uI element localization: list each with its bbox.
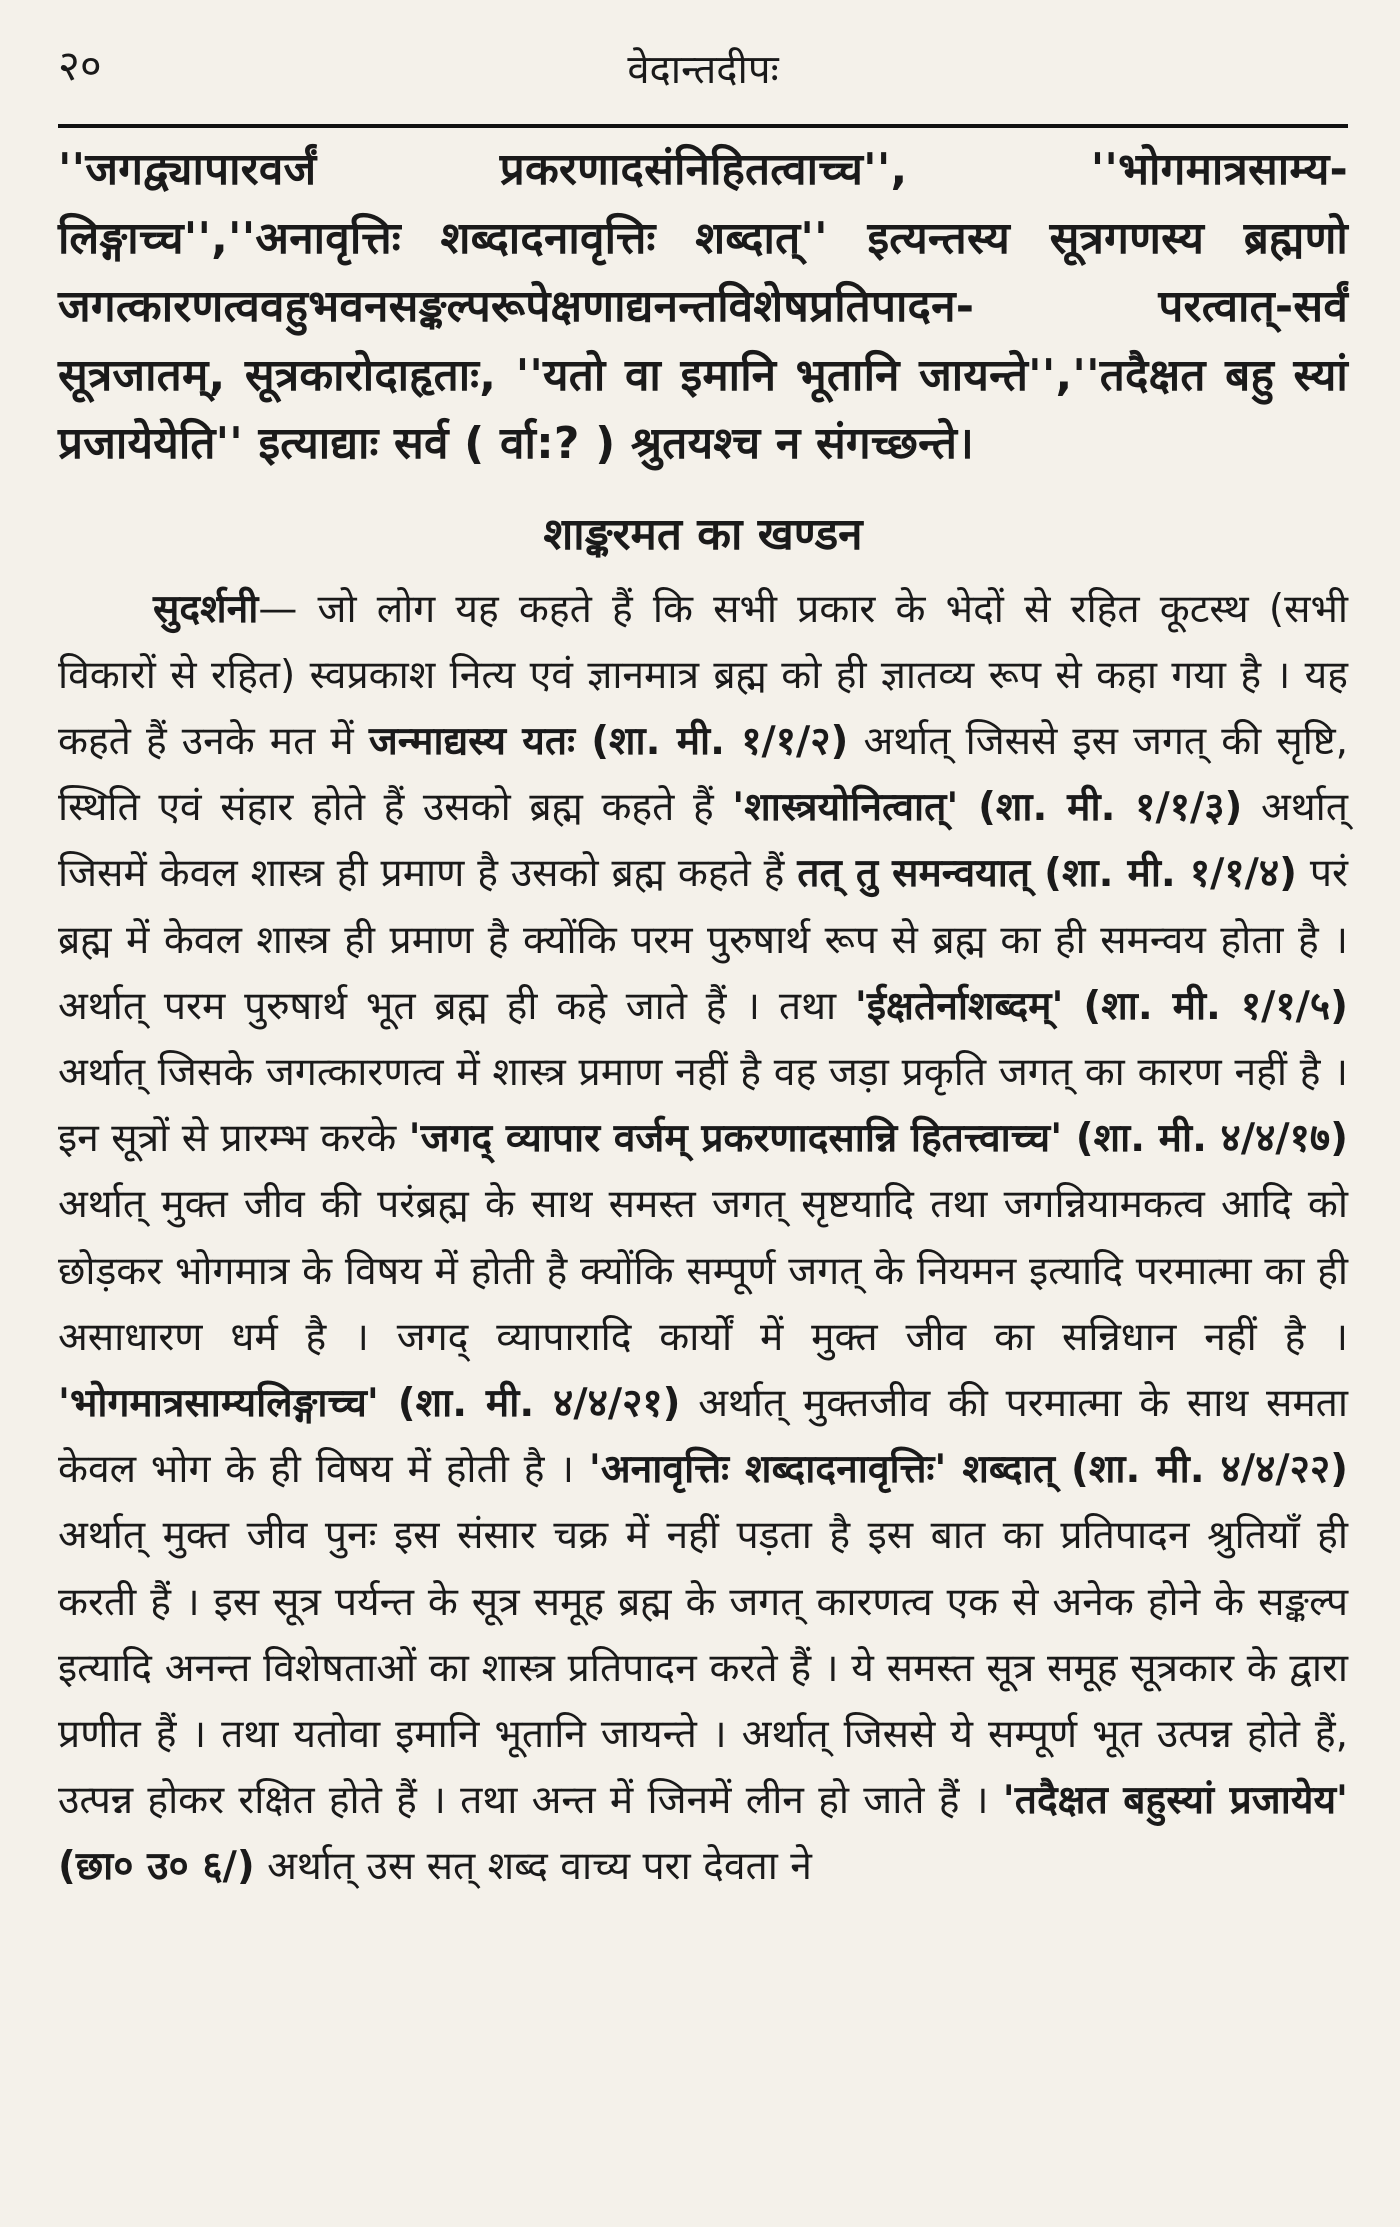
commentary-bold-run: 'जगद् व्यापार वर्जम् प्रकरणादसान्नि हितत्त्वाच्च' (शा. मी. ४/४/१७) [408,1116,1348,1162]
page-header [58,18,1348,98]
commentary-bold-run: तत् तु समन्वयात् (शा. मी. १/१/४) [797,851,1297,897]
running-title: वेदान्तदीपः [627,47,779,93]
commentary-bold-run: जन्माद्यस्य यतः (शा. मी. १/१/२) [368,718,849,764]
commentary-bold-run: सुदर्शनी [153,586,259,632]
commentary-text-run: अर्थात् मुक्त जीव पुनः इस संसार चक्र में नहीं पड़ता है इस बात का प्रतिपादन श्रुतियाँ ही करती हैं । इस सूत्र पर्यन्त के सूत्र समूह ब्रह्म के जगत् कारणत्व एक से अनेक होने के सङ्कल्प इत्यादि अनन्त विशेषताओं का शास्त्र प्रतिपादन करते हैं । ये समस्त सूत्र समूह सूत्रकार के द्वारा प्रणीत हैं । तथा यतोवा इमानि भूतानि जायन्ते । अर्थात् जिससे ये सम्पूर्ण भूत उत्पन्न होते हैं, उत्पन्न होकर रक्षित होते हैं । तथा अन्त में जिनमें लीन हो जाते हैं । [58,1513,1348,1824]
commentary-bold-run: 'अनावृत्तिः शब्दादनावृत्तिः' शब्दात् (शा. मी. ४/४/२२) [588,1447,1348,1493]
book-page [58,18,1348,1901]
commentary-text-run: अर्थात् उस सत् शब्द वाच्य परा देवता ने [254,1844,812,1890]
commentary-bold-run: 'ईक्षतेर्नाशब्दम्' (शा. मी. १/१/५) [854,983,1348,1029]
commentary-paragraph [58,577,1348,1901]
commentary-bold-run: 'तदैक्षत बहुस्यां प्रजायेय' (छा० उ० ६/) [58,1778,1349,1890]
commentary-text-run: अर्थात् मुक्त जीव की परंब्रह्म के साथ समस्त जगत् सृष्टयादि तथा जगन्नियामकत्व आदि को छोड़कर भोगमात्र के विषय में होती है क्योंकि सम्पूर्ण जगत् के नियमन इत्यादि परमात्मा का ही असाधारण धर्म है । जगद् व्यापारादि कार्यों में मुक्त जीव का सन्निधान नहीं है । [58,1182,1348,1360]
sanskrit-passage: ''जगद्व्यापारवर्जं प्रकरणादसंनिहितत्वाच्च'', ''भोगमात्रसाम्य- लिङ्गाच्च'',''अनावृत्तिः शब्दादनावृत्तिः शब्दात्'' इत्यन्तस्य सूत्रगणस्य ब्रह्मणो जगत्कारणत्ववहुभवनसङ्कल्परूपेक्षणाद्यनन्तविशेषप्रतिपादन- परत्वात्-सर्वं सूत्रजातम्, सूत्रकारोदाहृताः, ''यतो वा इमानि भूतानि जायन्ते'',''तदैक्षत बहु स्यां प्रजायेयेति'' इत्याद्याः सर्व ( र्वा:? ) श्रुतयश्च न संगच्छन्ते। [58,144,1348,469]
commentary-text-run: परं ब्रह्म में केवल शास्त्र ही प्रमाण है क्योंकि परम पुरुषार्थ रूप से ब्रह्म का ही समन्वय होता है । अर्थात् परम पुरुषार्थ भूत ब्रह्म ही कहे जाते हैं । तथा [58,851,1348,1029]
commentary-text-run: अर्थात् जिसमें केवल शास्त्र ही प्रमाण है उसको ब्रह्म कहते हैं [58,785,1349,897]
commentary-bold-run: 'शास्त्रयोनित्वात्' (शा. मी. १/१/३) [732,785,1243,831]
commentary-bold-run: 'भोगमात्रसाम्यलिङ्गाच्च' (शा. मी. ४/४/२१) [58,1380,681,1426]
commentary-text-run: अर्थात् जिससे इस जगत् की सृष्टि, स्थिति एवं संहार होते हैं उसको ब्रह्म कहते हैं [58,718,1348,831]
commentary-text-run: — जो लोग यह कहते हैं कि सभी प्रकार के भेदों से रहित कूटस्थ (सभी विकारों से रहित) स्वप्रकाश नित्य एवं ज्ञानमात्र ब्रह्म को ही ज्ञातव्य रूप से कहा गया है । यह कहते हैं उनके मत में [58,586,1348,764]
commentary-text-run: अर्थात् जिसके जगत्कारणत्व में शास्त्र प्रमाण नहीं है वह जड़ा प्रकृति जगत् का कारण नहीं है । इन सूत्रों से प्रारम्भ करके [58,1049,1348,1162]
commentary-text-run: अर्थात् मुक्तजीव की परमात्मा के साथ समता केवल भोग के ही विषय में होती है । [58,1380,1349,1493]
header-rule [58,124,1348,128]
page-number: २० [58,41,102,90]
section-heading: शाङ्करमत का खण्डन [543,508,863,560]
